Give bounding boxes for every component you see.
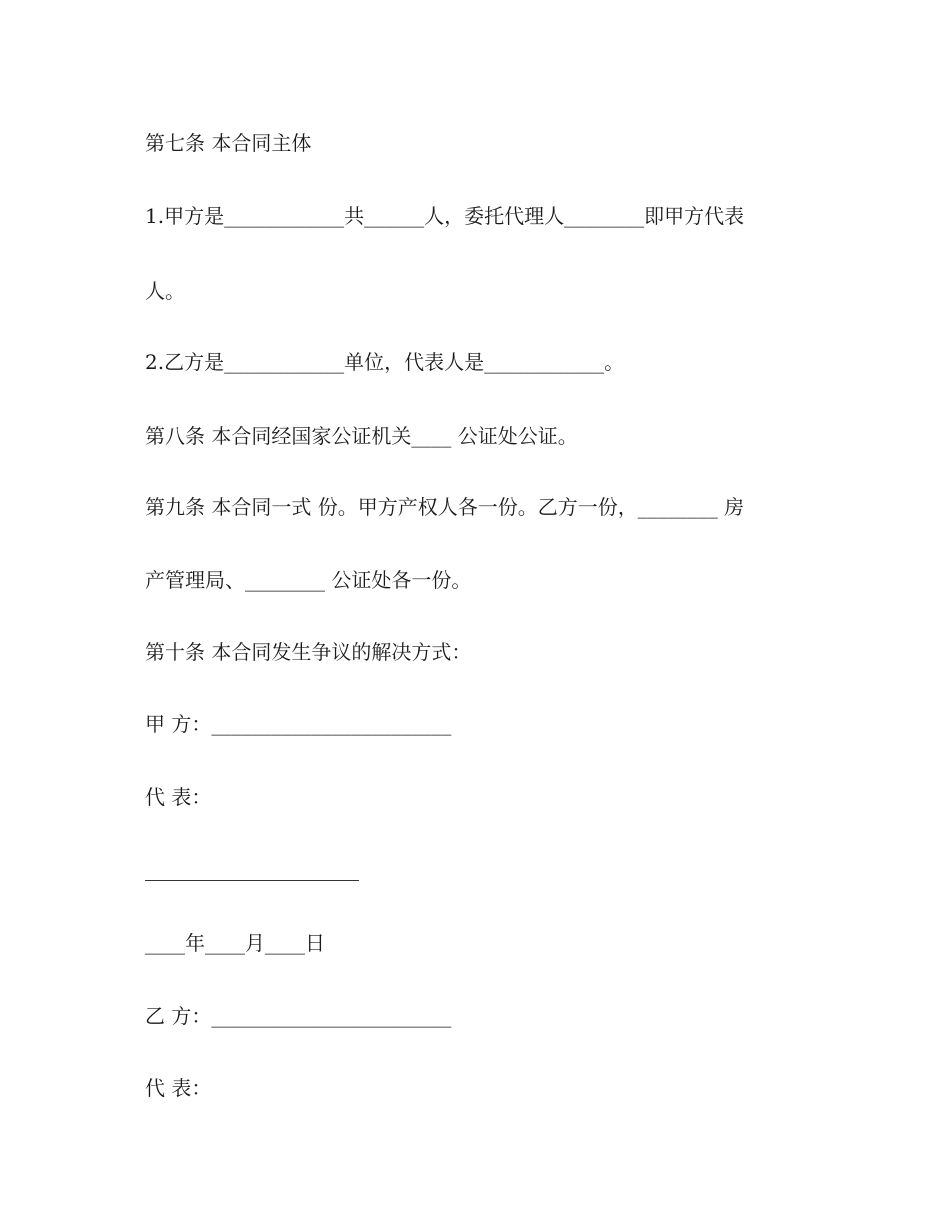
article-7-heading: 第七条 本合同主体 [145, 131, 312, 155]
party-a-representative-label: 代 表： [145, 785, 212, 809]
article-9-continuation: 产管理局、________ 公证处各一份。 [145, 568, 472, 592]
clause-7-1-text: 1.甲方是____________共______人，委托代理人________即甲方代表 [145, 204, 745, 228]
date-line: ____年____月____日 [145, 931, 325, 955]
party-b-representative-label: 代 表： [145, 1076, 212, 1100]
party-a-signature-line: 甲 方：________________________ [145, 712, 452, 736]
party-a-representative-rule [145, 880, 359, 881]
party-b-signature-line: 乙 方：________________________ [145, 1004, 452, 1028]
article-8-text: 第八条 本合同经国家公证机关____ 公证处公证。 [145, 424, 578, 448]
clause-7-2-text: 2.乙方是____________单位，代表人是____________。 [145, 350, 625, 374]
article-9-text: 第九条 本合同一式 份。甲方产权人各一份。乙方一份，________ 房 [145, 495, 745, 519]
clause-7-1-continuation: 人。 [145, 279, 185, 303]
article-10-heading: 第十条 本合同发生争议的解决方式： [145, 640, 472, 664]
